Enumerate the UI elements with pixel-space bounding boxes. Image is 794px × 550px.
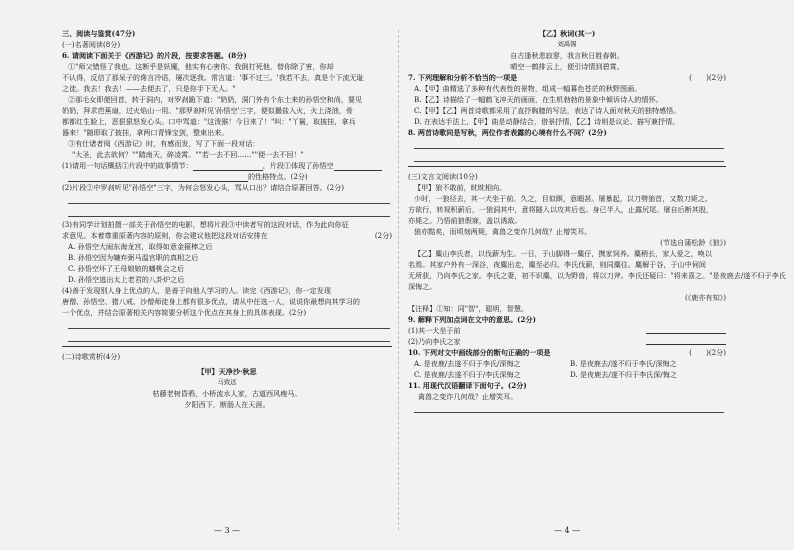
poem-2-line: 自古逢秋悲寂寥，我言秋日胜春朝。 — [510, 51, 624, 60]
subsection-poetry: (二)诗歌赏析(4分) — [62, 352, 121, 361]
option-d: D. 孙悟空逃出太上老君的八卦炉之后 — [68, 275, 185, 284]
question-6-4: (4)善于发现别人身上优点的人，是善于向他人学习的人。读完《西游记》，你一定发现 — [62, 286, 331, 295]
left-page — [62, 28, 392, 536]
q10-options-row — [408, 358, 726, 369]
question-6: 6. 请阅读下面关于《西游记》的片段，按要求答题。(8分) — [62, 51, 247, 60]
passage-yi-line: 名焉。其家户外有一深谷，夜麋出走，麋至必归。李氏伐薪，则同麋往。麋解于谷，于山中伺间 — [408, 260, 706, 269]
passage-1-line: 不认得，反信了那呆子的谗言冷语，屡次逐我。常言道：'事不过三。'我若不去，真是个下流无耻 — [62, 73, 364, 82]
question-9: 9. 解释下列加点词在文中的意思。(2分) — [408, 315, 536, 324]
passage-3-line: ③有仕诸者阅《西游记》时，有感而发，写了下面一段对话： — [68, 139, 260, 148]
question-7: 7. 下列理解和分析不恰当的一项是 ( )(2分) — [408, 73, 726, 82]
answer-blank[interactable] — [646, 336, 726, 345]
passage-1-line: 之徒。我去！我去！——去便去了，只是你手下无人。" — [62, 84, 236, 93]
passage-3-line: "大圣，此去欲何？""踏南天，碎凌霄。""若一去不回……""便一去不回！" — [72, 150, 304, 159]
option-b: B. 孙悟空因为嫌弃弼马温官职的真相之后 — [68, 253, 199, 262]
question-6-3: (3)有同学计划拍摄一部关于孙悟空的电影，想将片段③中读者写的这段对话，作为此向你征 — [62, 220, 349, 229]
q10-options-row — [408, 369, 726, 380]
subsection-classical: (三)文言文阅读(10分) — [408, 172, 478, 181]
question-6-4-cont: 唐僧、孙悟空、猪八戒、沙僧师徒身上都有很多优点，请从中任选一人，说说你最想向其学习的 — [62, 297, 360, 306]
answer-blank[interactable] — [646, 325, 726, 334]
answer-line[interactable] — [68, 206, 390, 217]
passage-jia-line: 方欲行，转视积薪后，一狼洞其中，意将隧入以攻其后也。身已半入，止露尻尾。屠自后断其股， — [408, 205, 714, 214]
q7-option-c: C.【甲】【乙】两首诗歌都采用了直抒胸臆的写法，表达了诗人面对秋天的独特感悟。 — [414, 106, 681, 115]
question-6-1-cont: 的性格特点。(2分) — [62, 171, 392, 182]
question-8: 8. 两首诗歌同是写秋，两位作者表露的心境有什么不同？(2分) — [408, 128, 607, 137]
answer-blank[interactable] — [334, 162, 382, 171]
poem-2-line: 晴空一鹤排云上，便引诗情到碧霄。 — [510, 62, 624, 71]
passage-jia-line: 狼亦黠矣，而顷刻两毙，禽兽之变诈几何哉？止增笑耳。 — [414, 227, 592, 236]
question-6-2: (2)片段②中罗刹听见"孙悟空"三字，为何会怒发心头，骂从口出？请结合原著回答。(2分) — [62, 183, 344, 192]
answer-line[interactable] — [68, 318, 390, 329]
page-divider — [398, 30, 399, 530]
answer-line[interactable] — [414, 138, 724, 149]
q10-option-b: B. 是夜鹿去/遂不归于李氏/深悔之 — [570, 359, 677, 368]
poem-1-line: 枯藤老树昏鸦，小桥流水人家，古道西风瘦马。 — [152, 389, 302, 398]
answer-line[interactable] — [68, 331, 390, 342]
section-rule — [62, 346, 392, 347]
question-6-4-cont: 一个优点，并结合原著相关内容简要分析这个优点在其身上的具体表现。(2分) — [62, 308, 307, 317]
passage-2-line: 都都红生脸上，恶狠狠怒发心头。口中骂道："这泼猴！今日来了！"叫："丫鬟，取披挂，拿兵 — [62, 117, 356, 126]
question-11-sentence: 禽兽之变诈几何哉？止增笑耳。 — [418, 392, 518, 401]
question-9-1: (1)其一犬坐于前 — [408, 325, 726, 336]
question-10: 10. 下列对文中画线部分的断句正确的一项是 ( )(2分) — [408, 348, 726, 357]
q7-option-d: D. 在表达手法上，【甲】曲是动静结合，借景抒情，【乙】诗则是议论、描写兼抒情。 — [414, 117, 680, 126]
poem-1-author: 马致远 — [217, 378, 237, 386]
passage-yi-line: 【乙】麋山李氏者，以伐薪为生。一日，于山脚得一麋仔，携家饲养。麋稍长，家人爱之，唤以 — [414, 249, 712, 258]
poem-2-title: 【乙】秋词(其一) — [538, 29, 596, 38]
passage-jia-line: 少时，一狼径去，其一犬坐于前。久之，目似瞑，意暇甚。屠暴起，以刀劈狼首，又数刀毙之。 — [414, 194, 712, 203]
question-11: 11. 用现代汉语翻译下面句子。(2分) — [408, 381, 527, 390]
poem-1-line: 夕阳西下，断肠人在天涯。 — [184, 400, 270, 409]
q10-option-c: C. 是夜鹿/去遂不归于/李氏深悔之 — [414, 370, 521, 379]
q10-option-a: A. 是夜鹿/去遂不归于李氏/深悔之 — [414, 359, 521, 368]
passage-jia-title: 【甲】狼不敢前，眈眈相向。 — [414, 183, 507, 192]
passage-1-line: ①"师父错怪了我也。这断乎是妖魔，他实有心害你。我倒打死他，替你除了害，你却 — [68, 62, 334, 71]
option-c: C. 孙悟空坏了王母娘娘的蟠桃会之后 — [68, 264, 185, 273]
answer-line[interactable] — [414, 151, 724, 162]
passage-2-line: 器来！"随即取了披挂，拿两口青锋宝剑，整束出来。 — [62, 128, 229, 137]
q7-option-b: B.【乙】诗描绘了一幅鹤飞冲天的画面，在生机勃勃的景象中倾诉诗人的情怀。 — [414, 95, 663, 104]
right-page — [408, 28, 786, 536]
page-number: — 3 — — [213, 526, 241, 535]
question-6-1: (1)请用一句话概括①片段中的故事情节： ，片段①体现了孙悟空 — [62, 160, 392, 171]
answer-line[interactable] — [414, 402, 724, 413]
answer-blank[interactable] — [193, 162, 263, 171]
q7-option-a: A.【甲】曲精选了多种有代表性的景物，组成一幅暮色苍茫的秋野图画。 — [414, 84, 642, 93]
question-6-3-cont: 求意见。本着尊重原著内容的原则，你会建议他把这段对话安排在 (2分) — [62, 231, 392, 240]
passage-jia-line: 亦毙之。乃悟前狼假寐，盖以诱敌。 — [408, 216, 522, 225]
option-a: A. 孙悟空大闹东海龙宫，取得如意金箍棒之后 — [68, 242, 213, 251]
section-rule — [408, 166, 726, 167]
passage-yi-line: 无所获，乃向李氏之家。李氏之妻，初不识麋，以为野兽，将以刀斧。李氏还疑曰："将来喜之。"是夜鹿去/遂不归于李氏 — [408, 271, 786, 280]
poem-2-author: 刘禹锡 — [557, 40, 577, 48]
answer-blank[interactable] — [68, 173, 248, 182]
passage-2-line: ②那毛女即便回首，转于洞内，对罗刹跪下道："奶奶，洞门外有个东土来的孙悟空和尚，要见 — [68, 95, 363, 104]
passage-2-line: 奶奶，拜求芭蕉扇，过火焰山一用。"那罗刹听见'孙悟空'三字，便似撮盐入火，火上浇油，骨 — [62, 106, 353, 115]
annotation: 【注释】①知：同"智"，聪明，智慧。 — [408, 304, 529, 313]
passage-yi-line: 深悔之。 — [408, 282, 437, 291]
q10-option-d: D. 是夜鹿去/遂不归于李氏深/悔之 — [570, 370, 677, 379]
poem-1-title: 【甲】天净沙·秋思 — [197, 367, 257, 376]
page-number: — 4 — — [553, 526, 581, 535]
answer-line[interactable] — [68, 193, 390, 204]
section-title: 三、阅读与鉴赏(47分) — [62, 29, 136, 38]
passage-yi-source: (《鹿亦有知》) — [685, 293, 726, 302]
subsection-classics: (一)名著阅读(8分) — [62, 40, 121, 49]
question-9-2: (2)乃向李氏之家 — [408, 336, 726, 347]
passage-jia-source: (节选自蒲松龄《狼》) — [660, 238, 726, 247]
